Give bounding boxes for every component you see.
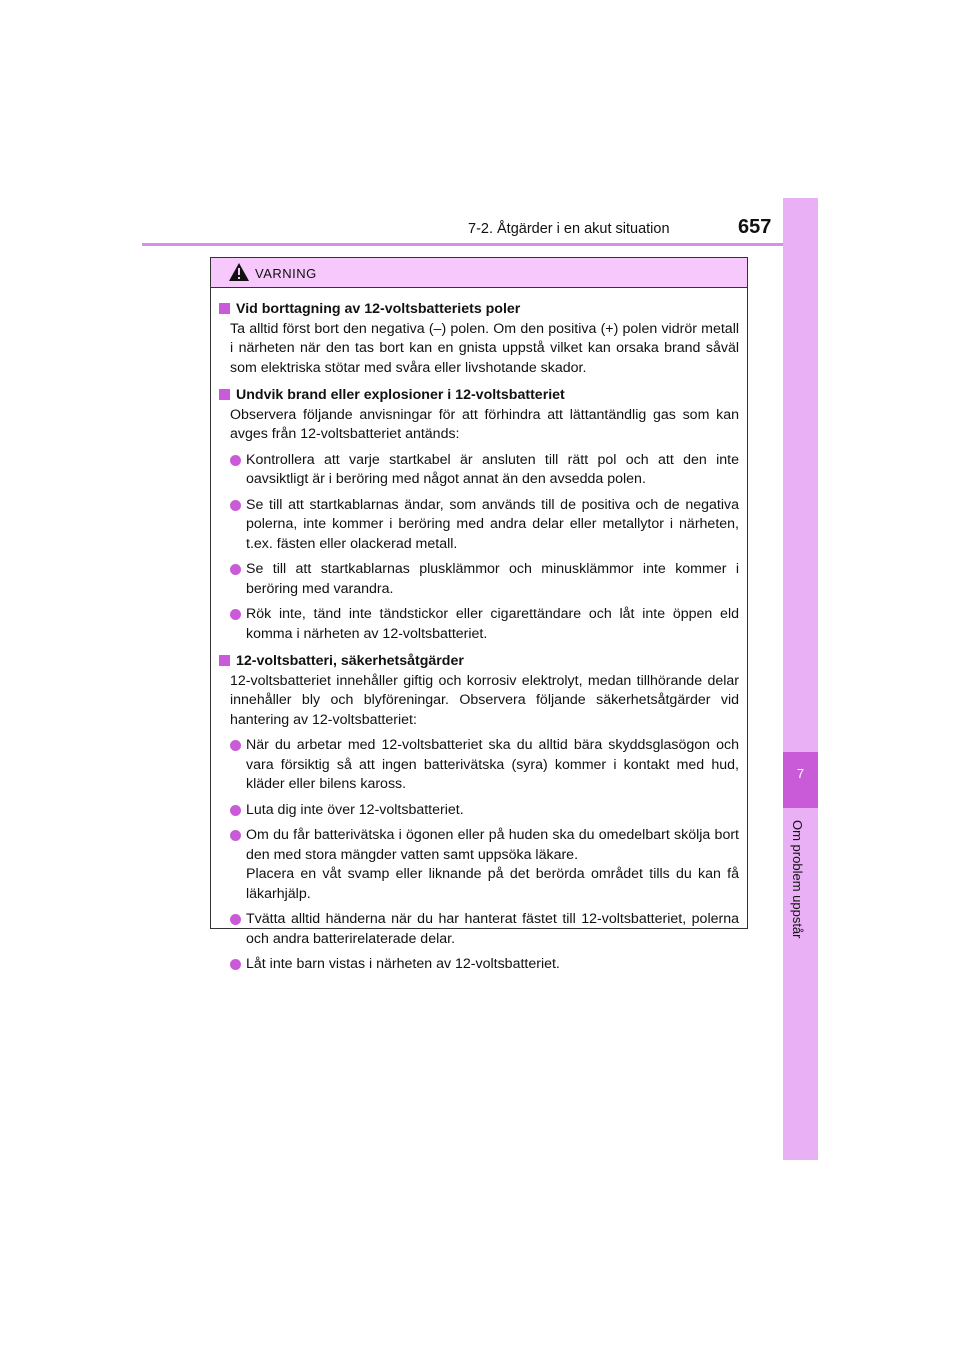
list-item	[219, 496, 739, 555]
warning-triangle-icon	[228, 262, 250, 287]
square-bullet-icon	[219, 655, 230, 666]
list-item-text: Se till att startkablarnas ändar, som används till de positiva och de negativa polerna, inte kommer i beröring med andra delar eller metallytor i närheten, t.ex. fästen eller olackerad metall.	[246, 496, 739, 552]
warning-section	[219, 386, 739, 644]
section-heading-text: Undvik brand eller explosioner i 12-voltsbatteriet	[236, 387, 565, 403]
section-text: 12-voltsbatteriet innehåller giftig och korrosiv elektrolyt, medan tillhörande delar innehåller bly och blyföreningar. Observera följande säkerhetsåtgärder vid hantering av 12-voltsbatteriet:	[230, 672, 739, 728]
section-heading	[219, 386, 739, 406]
list-item-text-main: Om du får batterivätska i ögonen eller på huden ska du omedelbart skölja bort den med stora mängder vatten samt uppsöka läkare.	[246, 827, 739, 863]
list-item-text: När du arbetar med 12-voltsbatteriet ska du alltid bära skyddsglasögon och vara försiktig så att ingen batterivätska (syra) kommer i kontakt med hud, kläder eller bilens kaross.	[246, 737, 739, 792]
section-heading-text: Vid borttagning av 12-voltsbatteriets poler	[236, 301, 521, 317]
list-item-text: Rök inte, tänd inte tändstickor eller cigarettändare och låt inte öppen eld komma i närheten av 12-voltsbatteriet.	[246, 606, 739, 642]
warning-title: VARNING	[255, 266, 317, 281]
chapter-number: 7	[796, 766, 805, 781]
list-item-text	[246, 826, 739, 904]
section-text: Observera följande anvisningar för att förhindra att lättantändlig gas som kan avges från 12-voltsbatteriet antänds:	[230, 406, 739, 442]
square-bullet-icon	[219, 303, 230, 314]
header-rule	[142, 243, 818, 246]
warning-section	[219, 652, 739, 975]
square-bullet-icon	[219, 389, 230, 400]
section-heading	[219, 300, 739, 320]
list-item	[219, 560, 739, 599]
list-item	[219, 826, 739, 904]
round-bullet-icon	[230, 914, 241, 925]
list-item	[219, 605, 739, 644]
list-item	[219, 451, 739, 490]
warning-section	[219, 300, 739, 378]
warning-box	[210, 257, 748, 972]
section-heading	[219, 652, 739, 672]
list-item	[219, 736, 739, 795]
list-item	[219, 801, 739, 821]
section-heading-text: 12-voltsbatteri, säkerhetsåtgärder	[236, 653, 464, 669]
round-bullet-icon	[230, 959, 241, 970]
round-bullet-icon	[230, 740, 241, 751]
section-text: Ta alltid först bort den negativa (–) polen. Om den positiva (+) polen vidrör metall i närheten när den tas bort kan en gnista uppstå vilket kan orsaka brand såväl som elektriska stötar med svåra eller livshotande skador.	[230, 320, 739, 376]
list-item	[219, 955, 739, 975]
warning-body	[211, 288, 747, 975]
round-bullet-icon	[230, 609, 241, 620]
chapter-side-tab	[783, 198, 818, 1160]
list-item-text: Se till att startkablarnas plusklämmor och minusklämmor inte kommer i beröring med varandra.	[246, 561, 739, 597]
list-item-text-extra: Placera en våt svamp eller liknande på det berörda området tills du kan få läkarhjälp.	[246, 866, 739, 902]
list-item-text: Låt inte barn vistas i närheten av 12-voltsbatteriet.	[246, 956, 560, 972]
round-bullet-icon	[230, 805, 241, 816]
round-bullet-icon	[230, 455, 241, 466]
page-number: 657	[738, 216, 772, 238]
section-title: 7-2. Åtgärder i en akut situation	[468, 221, 670, 237]
list-item-text: Luta dig inte över 12-voltsbatteriet.	[246, 801, 464, 818]
round-bullet-icon	[230, 564, 241, 575]
list-item-text: Tvätta alltid händerna när du har hanterat fästet till 12-voltsbatteriet, polerna och andra batterirelaterade delar.	[246, 911, 739, 947]
list-item	[219, 910, 739, 949]
round-bullet-icon	[230, 500, 241, 511]
warning-header	[211, 258, 747, 288]
list-item-text: Kontrollera att varje startkabel är ansluten till rätt pol och att den inte oavsiktligt är i beröring med något annat än den avsedda polen.	[246, 451, 739, 487]
chapter-label: Om problem uppstår	[790, 820, 805, 939]
round-bullet-icon	[230, 830, 241, 841]
